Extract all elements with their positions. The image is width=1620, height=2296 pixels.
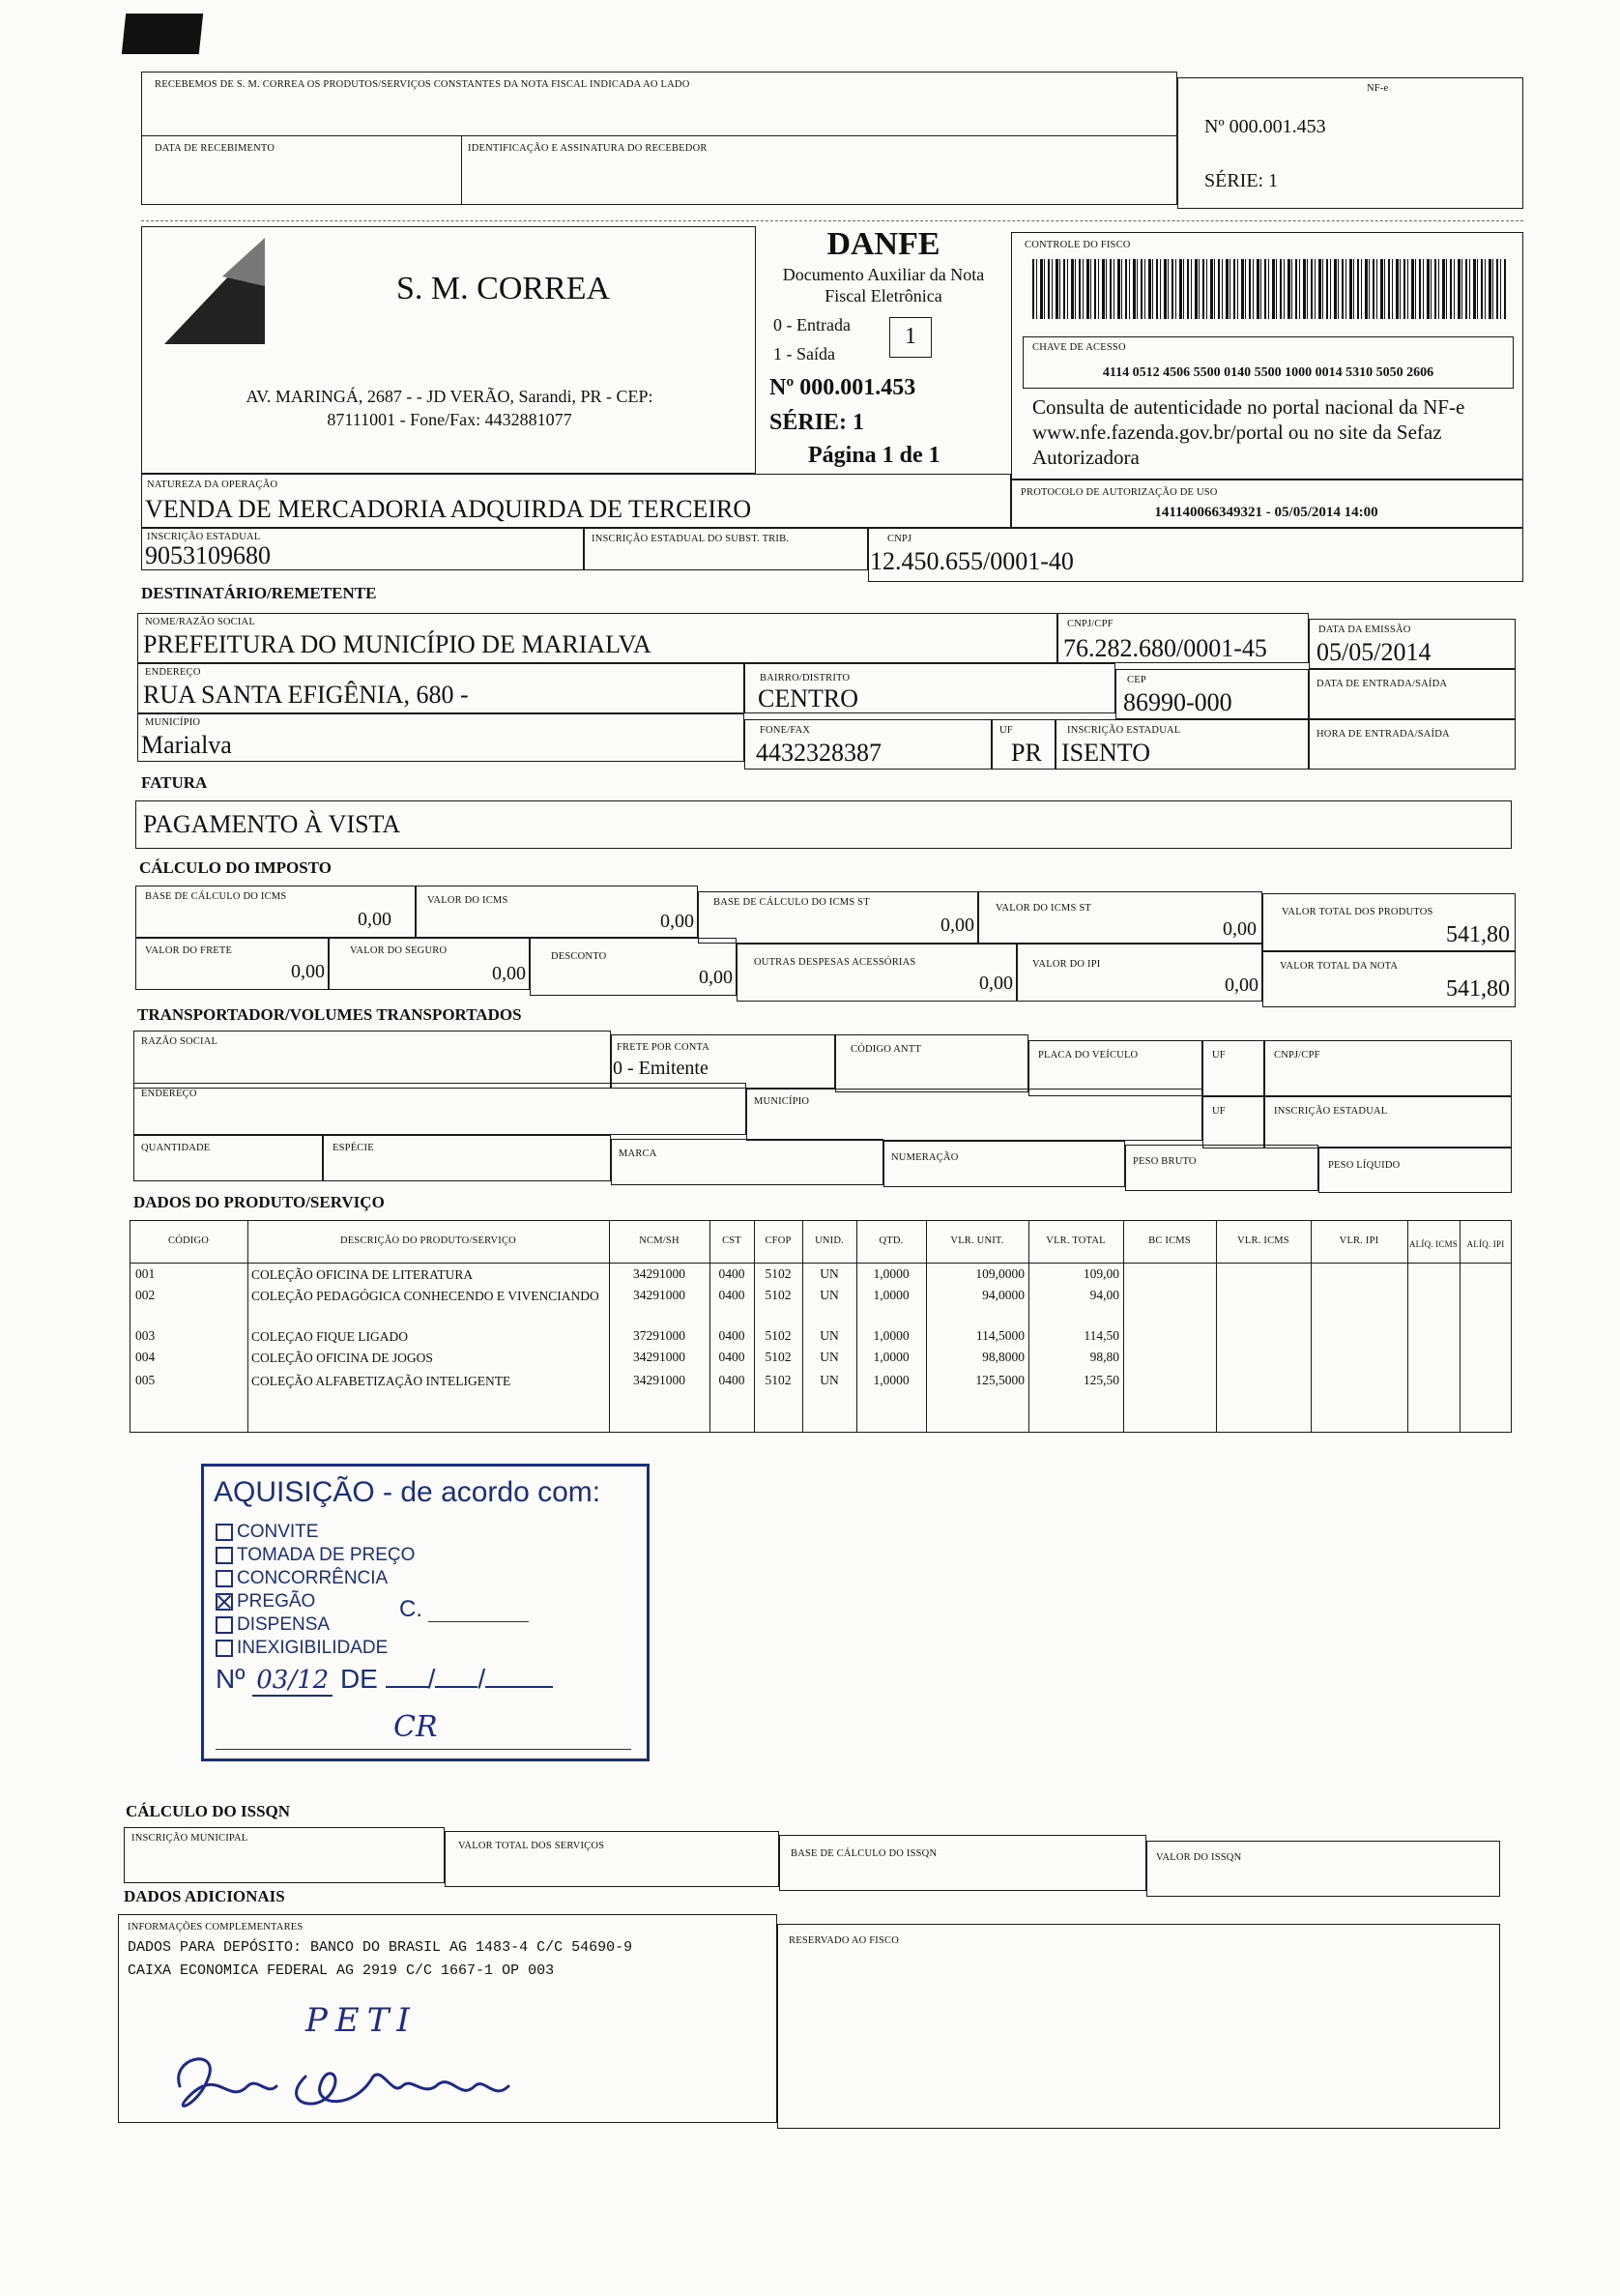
- stamp-option: DISPENSA: [216, 1613, 415, 1637]
- product-cell-cfop: 5102: [765, 1328, 792, 1343]
- tr-uf-box: [1202, 1040, 1264, 1096]
- tr-ie-box: [1264, 1096, 1512, 1148]
- danfe-pagina: Página 1 de 1: [808, 443, 940, 468]
- dest-entrada-label: DATA DE ENTRADA/SAÍDA: [1316, 679, 1448, 689]
- product-cell-qtd: 1,0000: [873, 1373, 910, 1387]
- destinatario-section: DESTINATÁRIO/REMETENTE: [141, 584, 377, 602]
- receipt-number: Nº 000.001.453: [1204, 116, 1326, 137]
- product-cell-un: UN: [820, 1328, 839, 1343]
- tr-municipio-box: [746, 1089, 1202, 1141]
- tr-liquido-label: PESO LÍQUIDO: [1328, 1160, 1401, 1171]
- tr-cnpj-label: CNPJ/CPF: [1274, 1050, 1320, 1061]
- tr-endereco-label: ENDEREÇO: [141, 1089, 197, 1099]
- protocolo-label: PROTOCOLO DE AUTORIZAÇÃO DE USO: [1021, 487, 1218, 498]
- imp-bc-st: 0,00: [940, 915, 974, 936]
- product-cell-unit: 114,5000: [975, 1328, 1025, 1343]
- issqn-base-label: BASE DE CÁLCULO DO ISSQN: [791, 1848, 938, 1859]
- imp-desconto-label: DESCONTO: [551, 951, 607, 962]
- ie-label: INSCRIÇÃO ESTADUAL: [147, 532, 261, 542]
- product-cell-ncm: 34291000: [633, 1350, 685, 1364]
- imp-bc-icms: 0,00: [358, 909, 391, 930]
- tr-marca-box: [611, 1139, 883, 1185]
- tr-bruto-box: [1125, 1145, 1318, 1191]
- dest-cep-label: CEP: [1127, 675, 1146, 685]
- danfe-number: Nº 000.001.453: [769, 375, 916, 400]
- product-cell-unit: 98,8000: [982, 1350, 1025, 1364]
- dest-municipio-label: MUNICÍPIO: [145, 717, 201, 728]
- product-cell-un: UN: [820, 1288, 839, 1302]
- product-cell-cst: 0400: [718, 1373, 745, 1387]
- product-cell-desc: COLEÇÃO ALFABETIZAÇÃO INTELIGENTE: [251, 1374, 511, 1388]
- emitter-address-line1: AV. MARINGÁ, 2687 - - JD VERÃO, Sarandi, PR - CEP:: [246, 387, 653, 406]
- dest-uf-label: UF: [999, 725, 1013, 736]
- dest-hora-box: [1309, 719, 1516, 770]
- issqn-valor-label: VALOR DO ISSQN: [1156, 1852, 1242, 1863]
- dest-bairro: CENTRO: [758, 684, 858, 712]
- acquisition-stamp: AQUISIÇÃO - de acordo com: CONVITE TOMADA DE PREÇO CONCORRÊNCIA PREGÃO DISPENSA INEXIGIBILIDADE C. Nº 03/12 DE / / CR: [201, 1464, 650, 1761]
- tr-uf-label: UF: [1212, 1050, 1226, 1061]
- imp-outras: 0,00: [979, 973, 1013, 994]
- product-cell-qtd: 1,0000: [873, 1350, 910, 1364]
- produtos-section: DADOS DO PRODUTO/SERVIÇO: [133, 1193, 385, 1211]
- imp-desconto: 0,00: [699, 967, 733, 988]
- issqn-servicos-box: [445, 1831, 779, 1887]
- stamp-option: CONCORRÊNCIA: [216, 1567, 415, 1590]
- tr-numeracao-label: NUMERAÇÃO: [891, 1152, 959, 1163]
- receipt-date-label: DATA DE RECEBIMENTO: [155, 143, 275, 154]
- checkbox-icon: [216, 1593, 233, 1611]
- barcode: [1032, 259, 1506, 319]
- transporte-section: TRANSPORTADOR/VOLUMES TRANSPORTADOS: [137, 1005, 522, 1024]
- stamp-option: PREGÃO: [216, 1590, 415, 1613]
- stamp-de-label: DE: [339, 1664, 378, 1694]
- product-cell-total: 109,00: [1083, 1266, 1119, 1281]
- checkbox-icon: [216, 1547, 233, 1564]
- stamp-title: AQUISIÇÃO - de acordo com:: [214, 1476, 601, 1508]
- product-header: ALÍQ. IPI: [1466, 1239, 1505, 1249]
- product-cell-cst: 0400: [718, 1266, 745, 1281]
- product-header: QTD.: [879, 1235, 904, 1246]
- dest-ie: ISENTO: [1061, 739, 1150, 767]
- receipt-header: RECEBEMOS DE S. M. CORREA OS PRODUTOS/SERVIÇOS CONSTANTES DA NOTA FISCAL INDICADA AO LADO: [155, 79, 690, 90]
- checkbox-icon: [216, 1570, 233, 1587]
- danfe-entrada: 0 - Entrada: [773, 315, 851, 334]
- dest-nome-label: NOME/RAZÃO SOCIAL: [145, 617, 255, 627]
- emitter-logo: [164, 238, 265, 344]
- chave-acesso: 4114 0512 4506 5500 0140 5500 1000 0014 5310 5050 2606: [1102, 365, 1434, 380]
- chave-label: CHAVE DE ACESSO: [1032, 342, 1126, 353]
- stamp-option: TOMADA DE PREÇO: [216, 1544, 415, 1567]
- tr-especie-label: ESPÉCIE: [333, 1143, 374, 1153]
- dest-cnpj-label: CNPJ/CPF: [1067, 619, 1114, 629]
- product-cell-cfop: 5102: [765, 1288, 792, 1302]
- emitter-name: S. M. CORREA: [396, 271, 611, 306]
- danfe-subtitle2: Fiscal Eletrônica: [824, 286, 942, 305]
- danfe-subtitle1: Documento Auxiliar da Nota: [782, 265, 985, 284]
- product-cell-ncm: 34291000: [633, 1373, 685, 1387]
- imp-total-prod: 541,80: [1446, 922, 1510, 947]
- product-header: CST: [722, 1235, 741, 1246]
- product-header: VLR. TOTAL: [1046, 1235, 1106, 1246]
- tr-ie-label: INSCRIÇÃO ESTADUAL: [1274, 1106, 1388, 1117]
- imp-total-prod-label: VALOR TOTAL DOS PRODUTOS: [1282, 907, 1433, 917]
- tr-uf2-box: [1202, 1096, 1264, 1148]
- product-cell-cst: 0400: [718, 1328, 745, 1343]
- natureza: VENDA DE MERCADORIA ADQUIRDA DE TERCEIRO: [145, 495, 752, 523]
- tr-qtd-label: QUANTIDADE: [141, 1143, 211, 1153]
- checkbox-icon: [216, 1524, 233, 1541]
- imp-icms-label: VALOR DO ICMS: [427, 895, 508, 906]
- fatura-value: PAGAMENTO À VISTA: [143, 810, 401, 838]
- receipt-nfe-label: NF-e: [1367, 83, 1389, 94]
- product-header: CFOP: [765, 1235, 792, 1246]
- imp-seguro: 0,00: [492, 963, 526, 984]
- imp-frete-label: VALOR DO FRETE: [145, 945, 233, 956]
- product-header: CÓDIGO: [167, 1235, 210, 1246]
- product-cell-un: UN: [820, 1350, 839, 1364]
- product-cell-cod: 002: [135, 1288, 156, 1302]
- issqn-servicos-label: VALOR TOTAL DOS SERVIÇOS: [458, 1841, 605, 1851]
- fisco-controle-label: CONTROLE DO FISCO: [1025, 240, 1131, 250]
- imp-total-nota: 541,80: [1446, 976, 1510, 1002]
- ie-st-label: INSCRIÇÃO ESTADUAL DO SUBST. TRIB.: [592, 534, 790, 544]
- imp-outras-label: OUTRAS DESPESAS ACESSÓRIAS: [754, 957, 916, 968]
- product-cell-total: 114,50: [1084, 1328, 1119, 1343]
- protocolo: 141140066349321 - 05/05/2014 14:00: [1154, 505, 1378, 520]
- imp-ipi-label: VALOR DO IPI: [1032, 959, 1101, 970]
- stamp-no-label: Nº: [216, 1664, 246, 1694]
- stamp-c-label: C.: [399, 1596, 422, 1622]
- imp-icms-st-label: VALOR DO ICMS ST: [996, 903, 1091, 914]
- product-cell-desc: COLEÇÃO OFICINA DE JOGOS: [251, 1351, 433, 1365]
- issqn-base-box: [779, 1835, 1146, 1891]
- product-cell-qtd: 1,0000: [873, 1288, 910, 1302]
- imp-ipi: 0,00: [1225, 974, 1258, 996]
- stamp-no-value: 03/12: [252, 1666, 333, 1697]
- receipt-serie: SÉRIE: 1: [1204, 170, 1279, 191]
- product-header: DESCRIÇÃO DO PRODUTO/SERVIÇO: [340, 1235, 516, 1246]
- dest-uf: PR: [1011, 739, 1042, 767]
- emitter-address-line2: 87111001 - Fone/Fax: 4432881077: [327, 410, 572, 429]
- adicionais-info-label: INFORMAÇÕES COMPLEMENTARES: [128, 1922, 304, 1933]
- dest-endereco-label: ENDEREÇO: [145, 667, 201, 678]
- imp-total-nota-label: VALOR TOTAL DA NOTA: [1280, 961, 1399, 972]
- issqn-valor-box: [1146, 1841, 1500, 1897]
- imp-bc-icms-label: BASE DE CÁLCULO DO ICMS: [145, 891, 287, 902]
- dest-emissao: 05/05/2014: [1316, 638, 1432, 666]
- product-cell-un: UN: [820, 1373, 839, 1387]
- consulta-text: Consulta de autenticidade no portal nacional da NF-e www.nfe.fazenda.gov.br/portal ou no site da Sefaz Autorizadora: [1032, 395, 1465, 469]
- product-cell-cod: 001: [135, 1266, 156, 1281]
- tr-bruto-label: PESO BRUTO: [1133, 1156, 1197, 1167]
- product-cell-cod: 005: [135, 1373, 156, 1387]
- ie: 9053109680: [145, 541, 271, 569]
- tr-municipio-label: MUNICÍPIO: [754, 1096, 810, 1107]
- danfe-serie: SÉRIE: 1: [769, 410, 865, 435]
- product-header: BC ICMS: [1148, 1235, 1191, 1246]
- product-cell-un: UN: [820, 1266, 839, 1281]
- tr-razao-label: RAZÃO SOCIAL: [141, 1036, 218, 1047]
- tr-frete: 0 - Emitente: [613, 1058, 709, 1079]
- dest-cnpj: 76.282.680/0001-45: [1063, 634, 1267, 662]
- stamp-option: CONVITE: [216, 1521, 415, 1544]
- product-cell-unit: 109,0000: [975, 1266, 1025, 1281]
- scan-mark: [122, 14, 203, 54]
- signature: [160, 2048, 566, 2125]
- adicionais-section: DADOS ADICIONAIS: [124, 1887, 285, 1905]
- imp-icms-st: 0,00: [1223, 918, 1257, 940]
- product-cell-cod: 003: [135, 1328, 156, 1343]
- product-cell-ncm: 37291000: [633, 1328, 685, 1343]
- danfe-saida: 1 - Saída: [773, 344, 835, 363]
- adicionais-line1: DADOS PARA DEPÓSITO: BANCO DO BRASIL AG 1483-4 C/C 54690-9: [128, 1939, 633, 1956]
- product-cell-cod: 004: [135, 1350, 156, 1364]
- cnpj-label: CNPJ: [887, 534, 912, 544]
- tr-antt-box: [835, 1034, 1028, 1092]
- product-header: NCM/SH: [639, 1235, 680, 1246]
- tr-cnpj-box: [1264, 1040, 1512, 1096]
- tr-uf2-label: UF: [1212, 1106, 1226, 1117]
- stamp-option: INEXIGIBILIDADE: [216, 1637, 415, 1660]
- imp-icms: 0,00: [660, 911, 694, 932]
- tr-endereco-box: [133, 1083, 746, 1135]
- handwritten-peti: PETI: [305, 2001, 418, 2040]
- reservado-box: [777, 1924, 1500, 2129]
- product-header: VLR. IPI: [1339, 1235, 1379, 1246]
- product-cell-cfop: 5102: [765, 1373, 792, 1387]
- receipt-signature-label: IDENTIFICAÇÃO E ASSINATURA DO RECEBEDOR: [468, 143, 708, 154]
- issqn-im-label: INSCRIÇÃO MUNICIPAL: [131, 1833, 248, 1844]
- product-cell-unit: 94,0000: [982, 1288, 1025, 1302]
- fatura-section: FATURA: [141, 773, 208, 792]
- tr-antt-label: CÓDIGO ANTT: [851, 1044, 922, 1055]
- product-cell-desc: COLEÇÃO PEDAGÓGICA CONHECENDO E VIVENCIANDO: [251, 1289, 599, 1303]
- product-cell-ncm: 34291000: [633, 1266, 685, 1281]
- cnpj: 12.450.655/0001-40: [870, 547, 1074, 575]
- dest-hora-label: HORA DE ENTRADA/SAÍDA: [1316, 729, 1450, 740]
- product-cell-total: 125,50: [1083, 1373, 1119, 1387]
- product-cell-cst: 0400: [718, 1350, 745, 1364]
- product-header: VLR. ICMS: [1237, 1235, 1289, 1246]
- product-header: VLR. UNIT.: [950, 1235, 1004, 1246]
- product-cell-cfop: 5102: [765, 1350, 792, 1364]
- product-cell-qtd: 1,0000: [873, 1328, 910, 1343]
- danfe-tipo: 1: [889, 317, 932, 358]
- dest-emissao-label: DATA DA EMISSÃO: [1318, 625, 1411, 635]
- imposto-section: CÁLCULO DO IMPOSTO: [139, 858, 332, 877]
- tr-marca-label: MARCA: [619, 1148, 657, 1159]
- tr-placa-label: PLACA DO VEÍCULO: [1038, 1050, 1139, 1061]
- product-header: UNID.: [815, 1235, 844, 1246]
- dest-fone-label: FONE/FAX: [760, 725, 811, 736]
- stamp-initials: CR: [393, 1710, 438, 1744]
- imp-bc-st-label: BASE DE CÁLCULO DO ICMS ST: [713, 897, 870, 908]
- dest-cep: 86990-000: [1123, 688, 1232, 716]
- receipt-stub: [141, 72, 1177, 205]
- product-header: ALÍQ. ICMS: [1408, 1239, 1458, 1249]
- adicionais-line2: CAIXA ECONOMICA FEDERAL AG 2919 C/C 1667-1 OP 003: [128, 1962, 555, 1979]
- checkbox-icon: [216, 1640, 233, 1657]
- issqn-section: CÁLCULO DO ISSQN: [126, 1802, 291, 1820]
- product-cell-desc: COLEÇÃO OFICINA DE LITERATURA: [251, 1267, 474, 1282]
- reservado-label: RESERVADO AO FISCO: [789, 1935, 900, 1946]
- checkbox-icon: [216, 1616, 233, 1634]
- dest-nome: PREFEITURA DO MUNICÍPIO DE MARIALVA: [143, 630, 651, 658]
- dest-entrada-box: [1309, 669, 1516, 719]
- tr-frete-label: FRETE POR CONTA: [617, 1042, 710, 1053]
- product-cell-cfop: 5102: [765, 1266, 792, 1281]
- product-cell-unit: 125,5000: [975, 1373, 1025, 1387]
- dest-bairro-label: BAIRRO/DISTRITO: [760, 673, 851, 683]
- tr-numeracao-box: [883, 1141, 1125, 1187]
- product-cell-cst: 0400: [718, 1288, 745, 1302]
- dest-endereco: RUA SANTA EFIGÊNIA, 680 -: [143, 681, 469, 709]
- dest-fone: 4432328387: [756, 739, 882, 767]
- imp-frete: 0,00: [291, 961, 325, 982]
- product-cell-ncm: 34291000: [633, 1288, 685, 1302]
- product-cell-total: 94,00: [1089, 1288, 1119, 1302]
- danfe-title: DANFE: [826, 226, 940, 262]
- produtos-table: [130, 1220, 1512, 1433]
- dest-municipio: Marialva: [141, 731, 232, 759]
- imp-seguro-label: VALOR DO SEGURO: [350, 945, 448, 956]
- product-cell-desc: COLEÇAO FIQUE LIGADO: [251, 1329, 408, 1344]
- product-cell-qtd: 1,0000: [873, 1266, 910, 1281]
- dest-ie-label: INSCRIÇÃO ESTADUAL: [1067, 725, 1181, 736]
- natureza-label: NATUREZA DA OPERAÇÃO: [147, 480, 278, 490]
- product-cell-total: 98,80: [1089, 1350, 1119, 1364]
